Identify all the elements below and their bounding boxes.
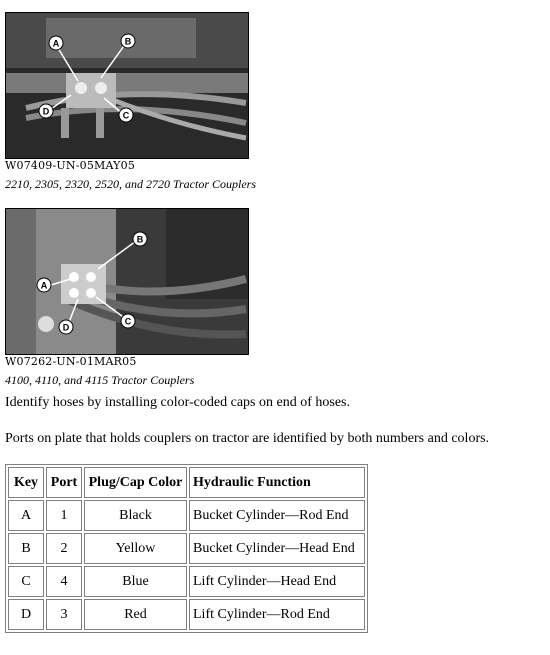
ports-identification-text: Ports on plate that holds couplers on tractor are identified by both numbers and colors. [5, 431, 490, 446]
hose-identification-text: Identify hoses by installing color-coded caps on end of hoses. [5, 395, 350, 410]
cell-color: Red [84, 599, 187, 630]
table-row [8, 599, 365, 630]
cell-color: Black [84, 500, 187, 531]
cell-color: Blue [84, 566, 187, 597]
svg-text:A: A [40, 280, 48, 291]
header-key: Key [8, 467, 44, 498]
svg-text:C: C [124, 316, 132, 327]
cell-key: A [8, 500, 44, 531]
table-row [8, 566, 365, 597]
callout-b [133, 232, 147, 246]
cell-port: 4 [46, 566, 82, 597]
figure-caption: 2210, 2305, 2320, 2520, and 2720 Tractor Couplers [5, 177, 257, 191]
cell-function: Bucket Cylinder—Rod End [189, 500, 365, 531]
svg-text:B: B [124, 36, 132, 47]
cell-key: B [8, 533, 44, 564]
figure-caption: 4100, 4110, and 4115 Tractor Couplers [5, 373, 195, 387]
table-header-row [8, 467, 365, 498]
cell-key: D [8, 599, 44, 630]
callout-d [39, 104, 53, 118]
svg-text:D: D [42, 106, 50, 117]
svg-text:C: C [122, 110, 130, 121]
cell-key: C [8, 566, 44, 597]
callout-c [119, 108, 133, 122]
cell-function: Bucket Cylinder—Head End [189, 533, 365, 564]
svg-text:D: D [62, 322, 70, 333]
coupler-ports-table [5, 464, 368, 633]
callout-b [121, 34, 135, 48]
callout-c [121, 314, 135, 328]
header-hydraulic-function: Hydraulic Function [189, 467, 365, 498]
cell-color: Yellow [84, 533, 187, 564]
tractor-couplers-photo-1 [5, 12, 249, 159]
callout-a [49, 36, 63, 50]
cell-port: 1 [46, 500, 82, 531]
figure-id: W07262-UN-01MAR05 [5, 355, 137, 368]
callout-a [37, 278, 51, 292]
svg-text:B: B [136, 234, 144, 245]
cell-port: 3 [46, 599, 82, 630]
header-port: Port [46, 467, 82, 498]
header-plug-cap-color: Plug/Cap Color [84, 467, 187, 498]
cell-function: Lift Cylinder—Head End [189, 566, 365, 597]
figure-id: W07409-UN-05MAY05 [5, 159, 136, 172]
svg-text:A: A [52, 38, 60, 49]
table-row [8, 533, 365, 564]
cell-function: Lift Cylinder—Rod End [189, 599, 365, 630]
cell-port: 2 [46, 533, 82, 564]
table-row [8, 500, 365, 531]
callout-d [59, 320, 73, 334]
tractor-couplers-photo-2 [5, 208, 249, 355]
